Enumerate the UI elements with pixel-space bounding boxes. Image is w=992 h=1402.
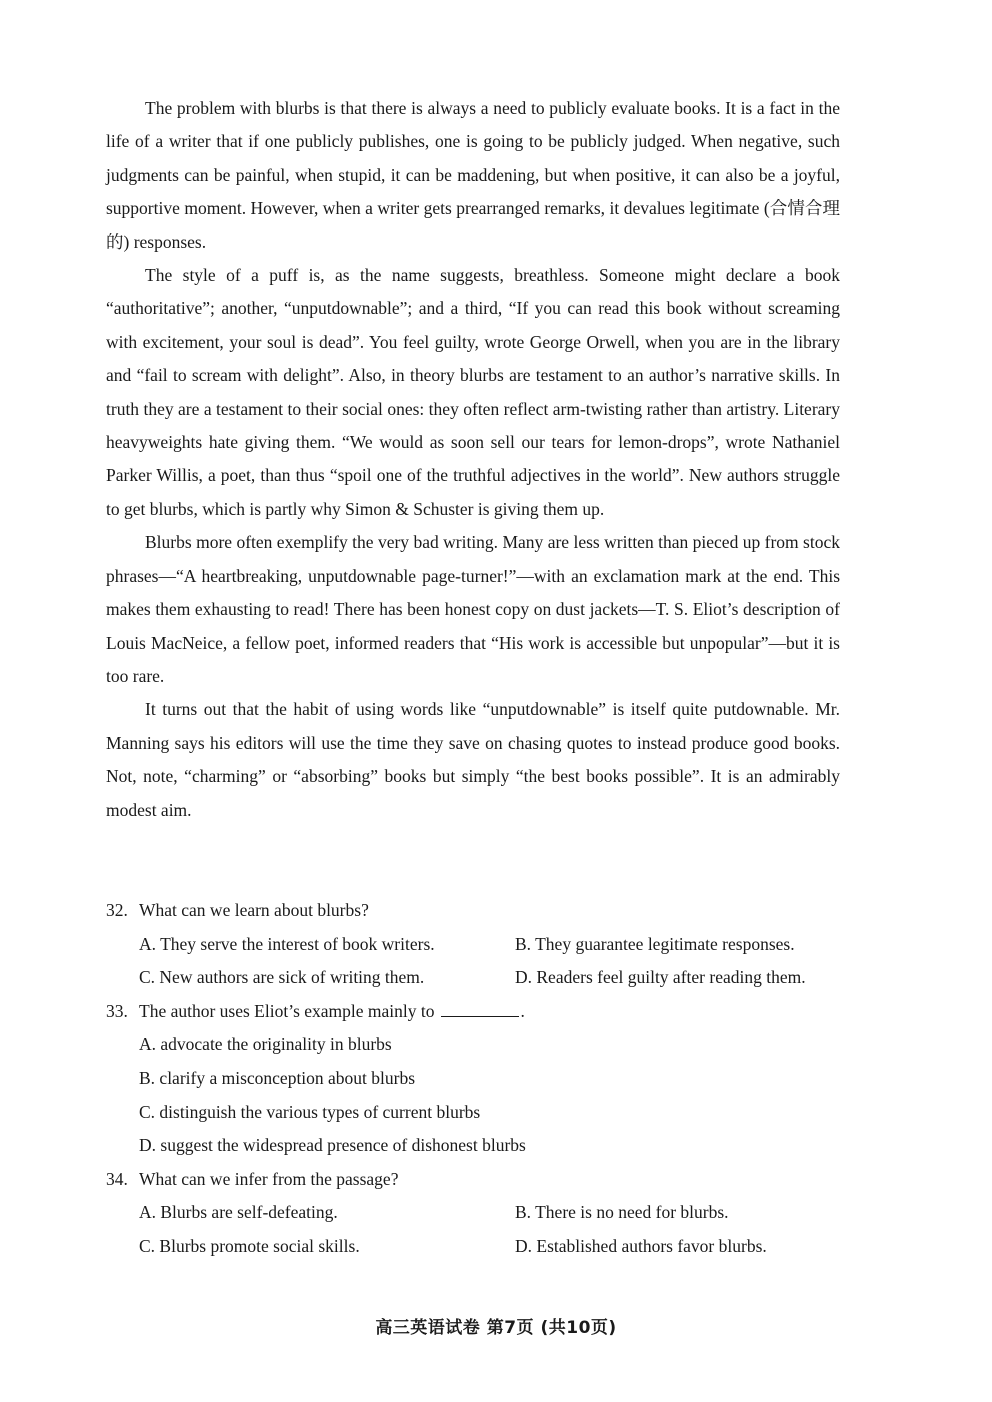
question-33-stem [106,995,866,1029]
passage-paragraph-1: The problem with blurbs is that there is always a need to publicly evaluate books. It is a fact in the life of a writer that if one publicly publishes, one is going to be publicly judged. When negative, such judgments can be painful, when stupid, it can be maddening, but when positive, it can also be a joyful, supportive moment. However, when a writer gets prearranged remarks, it devalues legitimate (合情合理的) responses. [106,98,840,252]
question-34-option-a[interactable]: A. Blurbs are self-defeating. [139,1202,338,1223]
reading-passage [106,92,840,827]
page-footer: 高三英语试卷 第7页 (共10页) [375,1318,617,1338]
question-32-option-b[interactable]: B. They guarantee legitimate responses. [515,933,795,954]
question-34-option-d[interactable]: D. Established authors favor blurbs. [515,1235,767,1256]
question-33-option-b[interactable]: B. clarify a misconception about blurbs [139,1067,416,1088]
passage-paragraph-2: The style of a puff is, as the name suggests, breathless. Someone might declare a book “authoritative”; another, “unputdownable”; and a third, “If you can read this book without screaming with excitement, your soul is dead”. You feel guilty, wrote George Orwell, when you are in the library and “fail to scream with delight”. Also, in theory blurbs are testament to an author’s narrative skills. In truth they are a testament to their social ones: they often reflect arm-twisting rather than artistry. Literary heavyweights hate giving them. “We would as soon sell our tears for lemon-drops”, wrote Nathaniel Parker Willis, a poet, than thus “spoil one of the truthful adjectives in the world”. New authors struggle to get blurbs, which is partly why Simon & Schuster is giving them up. [106,265,840,519]
question-34-option-b[interactable]: B. There is no need for blurbs. [515,1202,729,1223]
question-34-options [106,1196,866,1263]
question-32-option-a[interactable]: A. They serve the interest of book writers. [139,933,435,954]
question-32-options [106,928,866,995]
questions-section [106,894,866,1264]
passage-paragraph-4: It turns out that the habit of using words like “unputdownable” is itself quite putdownable. Mr. Manning says his editors will use the time they save on chasing quotes to instead produce good books. Not, note, “charming” or “absorbing” books but simply “the best books possible”. It is an admirably modest aim. [106,699,840,820]
question-32 [106,894,866,995]
question-32-number: 32. [106,900,128,920]
question-33-option-c[interactable]: C. distinguish the various types of current blurbs [139,1101,481,1122]
question-33 [106,995,866,1163]
question-34-stem [106,1163,866,1197]
question-33-options [106,1028,866,1162]
question-33-text: The author uses Eliot’s example mainly to [139,1000,435,1021]
question-32-text: What can we learn about blurbs? [139,900,369,920]
question-32-option-d[interactable]: D. Readers feel guilty after reading them. [515,967,806,988]
question-34 [106,1163,866,1264]
question-32-stem [106,894,866,928]
question-33-text-wrap [139,995,525,1029]
question-32-option-c[interactable]: C. New authors are sick of writing them. [139,967,425,988]
question-34-number: 34. [106,1168,128,1189]
answer-blank[interactable] [441,998,519,1017]
question-33-number: 33. [106,1000,128,1021]
question-33-period: . [520,1000,525,1021]
passage-paragraph-3: Blurbs more often exemplify the very bad writing. Many are less written than pieced up from stock phrases—“A heartbreaking, unputdownable page-turner!”—with an exclamation mark at the end. This makes them exhausting to read! There has been honest copy on dust jackets—T. S. Eliot’s description of Louis MacNeice, a fellow poet, informed readers that “His work is accessible but unpopular”—but it is too rare. [106,532,840,686]
question-34-text: What can we infer from the passage? [139,1168,399,1189]
question-34-option-c[interactable]: C. Blurbs promote social skills. [139,1235,360,1256]
question-33-option-a[interactable]: A. advocate the originality in blurbs [139,1034,392,1055]
question-33-option-d[interactable]: D. suggest the widespread presence of dishonest blurbs [139,1135,526,1156]
